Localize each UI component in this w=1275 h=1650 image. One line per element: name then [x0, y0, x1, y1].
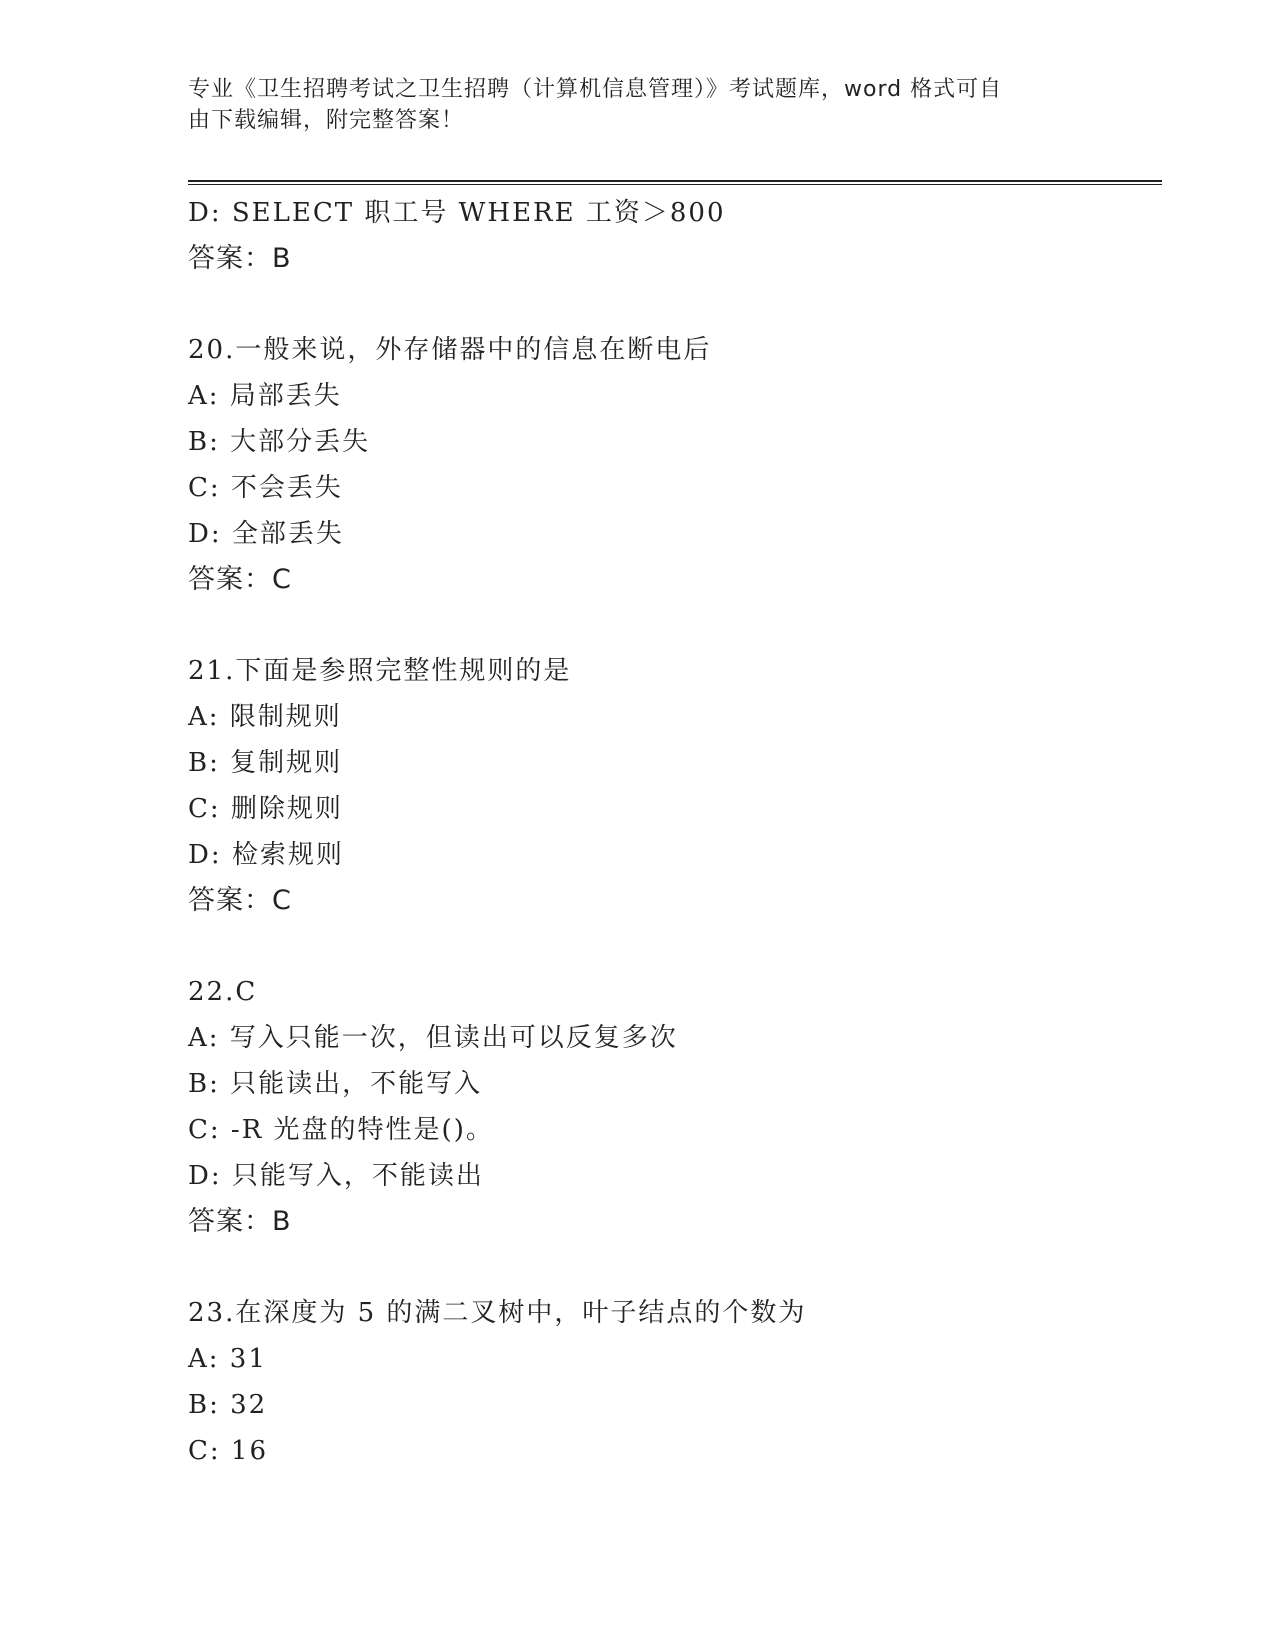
header-line-1: 专业《卫生招聘考试之卫生招聘（计算机信息管理）》考试题库，word 格式可自 [188, 77, 1003, 102]
option-a: A: 限制规则 [188, 702, 342, 732]
option-b: B: 只能读出，不能写入 [188, 1069, 483, 1099]
question-list [188, 190, 1148, 1474]
document-header-note [188, 74, 1088, 136]
question-stem: 21.下面是参照完整性规则的是 [188, 656, 572, 686]
question-21 [188, 648, 1148, 924]
option-a: A: 局部丢失 [188, 381, 342, 411]
answer-line: 答案：B [188, 1206, 292, 1237]
question-stem: 20.一般来说，外存储器中的信息在断电后 [188, 335, 712, 365]
question-23 [188, 1290, 1148, 1474]
option-d: D: 检索规则 [188, 840, 344, 870]
option-c: C: 16 [188, 1436, 269, 1466]
answer-line: 答案：C [188, 564, 292, 595]
option-a: A: 写入只能一次，但读出可以反复多次 [188, 1023, 678, 1053]
option-d: D: 全部丢失 [188, 519, 344, 549]
question-20 [188, 327, 1148, 603]
option-d: D: SELECT 职工号 WHERE 工资＞800 [188, 198, 726, 228]
option-b: B: 大部分丢失 [188, 427, 371, 457]
option-c: C: 不会丢失 [188, 473, 343, 503]
option-c: C: 删除规则 [188, 794, 343, 824]
option-c: C: -R 光盘的特性是()。 [188, 1115, 494, 1145]
header-divider-thin [188, 184, 1162, 185]
answer-line: 答案：C [188, 885, 292, 916]
question-stem: 23.在深度为 5 的满二叉树中，叶子结点的个数为 [188, 1298, 807, 1328]
question-stem: 22.C [188, 977, 258, 1007]
option-b: B: 复制规则 [188, 748, 343, 778]
question-22 [188, 969, 1148, 1245]
header-line-2: 由下载编辑，附完整答案！ [188, 108, 465, 133]
header-divider-thick [188, 180, 1162, 182]
option-b: B: 32 [188, 1390, 268, 1420]
option-a: A: 31 [188, 1344, 267, 1374]
option-d: D: 只能写入，不能读出 [188, 1161, 484, 1191]
answer-line: 答案：B [188, 243, 292, 274]
